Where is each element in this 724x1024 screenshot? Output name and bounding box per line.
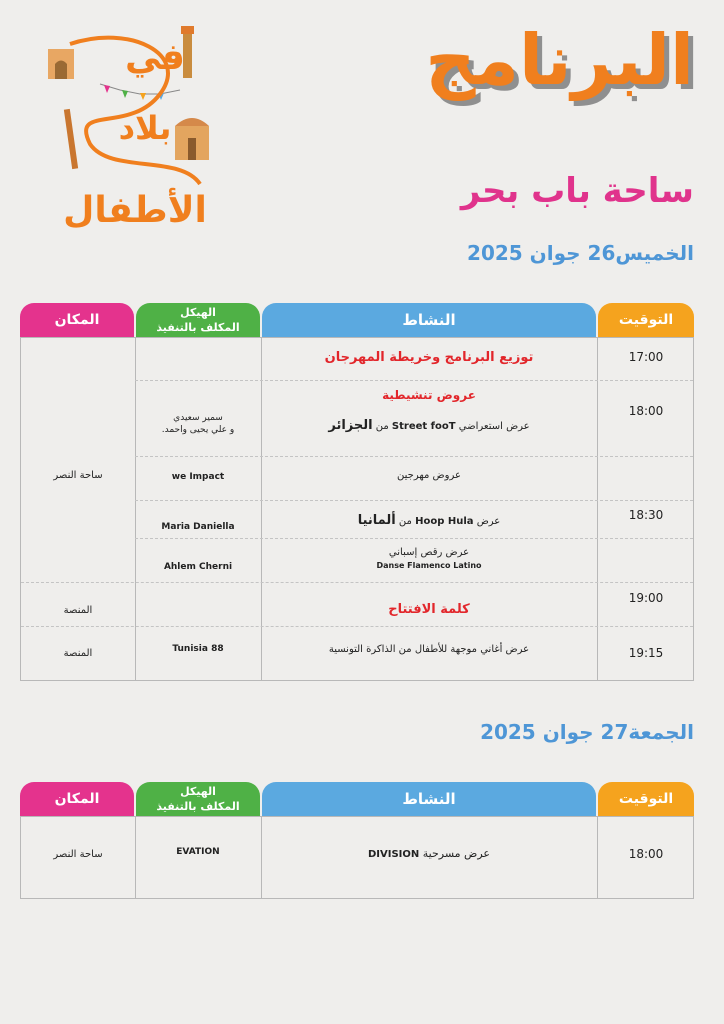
venue-title: ساحة باب بحر: [460, 171, 694, 211]
header-organizer: الهيكل المكلف بالتنفيذ: [136, 782, 260, 816]
header-organizer: الهيكل المكلف بالتنفيذ: [136, 303, 260, 337]
table-row-organizer: Tunisia 88: [172, 644, 224, 654]
table-row-time: 19:00: [628, 591, 664, 605]
day2-table: [20, 782, 694, 899]
table-row-organizer: Ahlem Cherni: [163, 562, 233, 572]
table-row-activity: توزيع البرنامج وخريطة المهرجان: [324, 350, 534, 365]
table-row-time: 19:15: [628, 646, 664, 660]
day2-title: الجمعة27 جوان 2025: [480, 720, 694, 744]
festival-logo: [40, 14, 230, 239]
table-row-activity: كلمة الافتتاح: [388, 602, 470, 617]
header-place: المكان: [20, 782, 134, 816]
day2-table-body: [20, 816, 694, 899]
svg-text:بلاد: بلاد: [118, 109, 172, 147]
table-row-organizer: we Impact: [171, 472, 225, 482]
table-row-place: المنصة: [63, 648, 93, 659]
table-row-organizer: Maria Daniella: [161, 522, 235, 532]
table-row-time: 18:30: [628, 508, 664, 522]
program-title: البرنامج: [425, 19, 694, 101]
header-place: المكان: [20, 303, 134, 337]
table-row-time: 17:00: [628, 350, 664, 364]
header-activity: النشاط: [262, 303, 596, 337]
header-activity: النشاط: [262, 782, 596, 816]
day1-title: الخميس26 جوان 2025: [467, 241, 694, 265]
table-row-activity: عرض رقص إسباني Danse Flamenco Latino: [376, 547, 482, 570]
header-time: التوقيت: [598, 303, 694, 337]
table-row-time: 18:00: [628, 847, 664, 861]
day1-table-body: [20, 337, 694, 681]
table-row-activity: عرض Hoop Hula من ألمانيا: [357, 513, 501, 528]
table-row-activity: عرض أغاني موجهة للأطفال من الذاكرة التونسية: [328, 644, 530, 655]
table-row-organizer: EVATION: [176, 847, 220, 857]
table-row-activity: عروض مهرجين: [397, 470, 461, 481]
table-row-place: ساحة النصر: [53, 849, 103, 860]
header-time: التوقيت: [598, 782, 694, 816]
svg-text:الأطفال: الأطفال: [63, 190, 207, 231]
table-row-place: ساحة النصر: [53, 470, 103, 481]
table-row-activity: عرض استعراضي Street fooT من الجزائر: [328, 418, 530, 433]
table-row-time: 18:00: [628, 404, 664, 418]
table-row-organizer: سمير سعيدي و علي يحيى واحمد.: [161, 413, 235, 435]
day1-table: [20, 303, 694, 681]
table-row-activity-title: عروض تنشيطية: [382, 388, 476, 402]
table-row-activity: عرض مسرحية DIVISION: [367, 847, 490, 860]
table-row-place: المنصة: [63, 605, 93, 616]
svg-text:في: في: [125, 37, 185, 78]
